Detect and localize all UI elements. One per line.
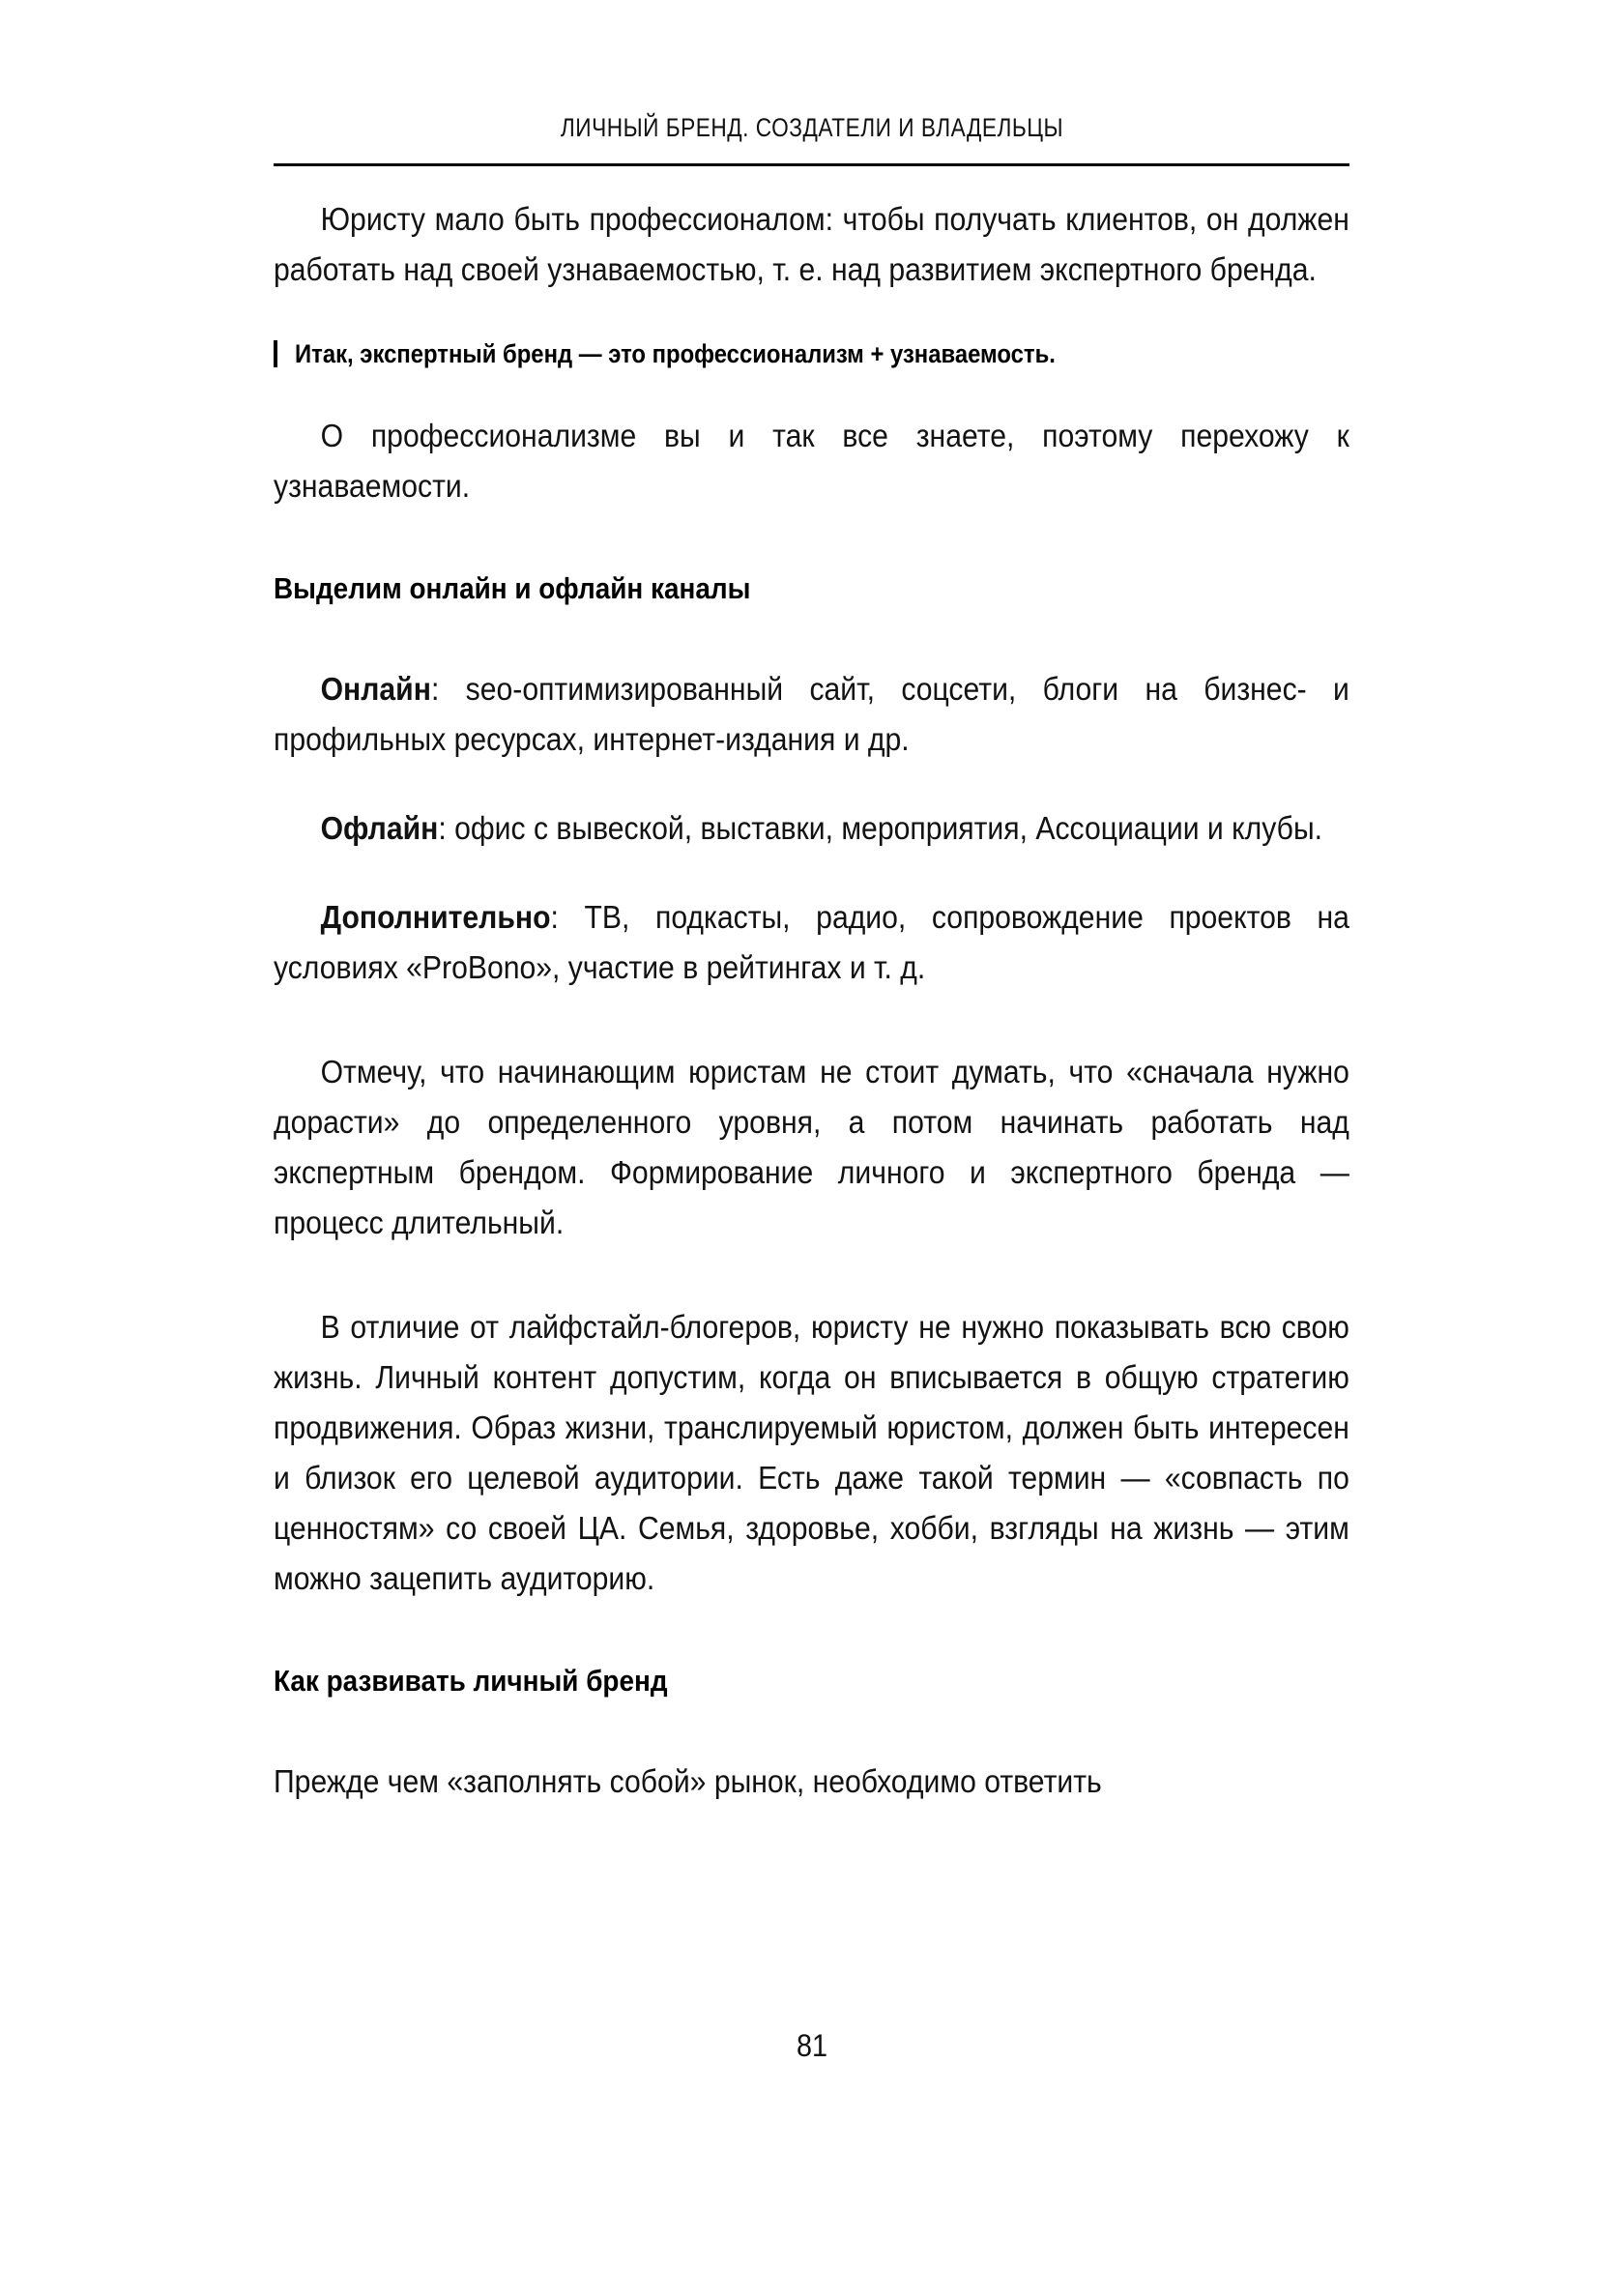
spacer — [274, 1605, 1349, 1659]
spacer — [274, 766, 1349, 804]
additional-text: : ТВ, подкасты, радио, сопровождение проектов на условиях «ProBono», участие в рейтингах и т. д. — [274, 900, 1349, 986]
spacer — [274, 994, 1349, 1048]
callout-block — [274, 334, 1349, 373]
online-label: Онлайн — [320, 672, 431, 708]
offline-label: Офлайн — [320, 811, 439, 847]
header-divider-rule — [274, 163, 1349, 166]
offline-text: : офис с вывеской, выставки, мероприятия, Ассоциации и клубы. — [438, 811, 1323, 847]
paragraph-lifestyle: В отличие от лайфстайл-блогеров, юристу не нужно показывать всю свою жизнь. Личный контент допустим, когда он вписывается в общую стратегию продвижения. Образ жизни, транслируемый юристом, должен быть интересен и близок его целевой аудитории. Есть даже такой термин — «совпасть по ценностям» со своей ЦА. Семья, здоровье, хобби, взгляды на жизнь — этим можно зацепить аудиторию. — [274, 1310, 1349, 1597]
section-heading-develop: Как развивать личный бренд — [274, 1664, 668, 1698]
page-number: 81 — [796, 2028, 828, 2063]
paragraph-online — [274, 665, 1349, 766]
paragraph-intro: Юристу мало быть профессионалом: чтобы получать клиентов, он должен работать над своей узнаваемостью, т. е. над развитием экспертного бренда. — [274, 202, 1349, 288]
additional-label: Дополнительно — [320, 900, 551, 936]
paragraph-market: Прежде чем «заполнять собой» рынок, необходимо ответить — [274, 1764, 1102, 1800]
spacer — [274, 296, 1349, 334]
running-head-container — [280, 114, 1344, 143]
online-text: : seo-оптимизированный сайт, соцсети, блоги на бизнес- и профильных ресурсах, интернет-издания и др. — [274, 672, 1349, 758]
paragraph-offline — [274, 804, 1349, 855]
paragraph-professionalism: О профессионализме вы и так все знаете, поэтому перехожу к узнаваемости. — [274, 419, 1349, 505]
spacer — [274, 512, 1349, 566]
section-heading-channels: Выделим онлайн и офлайн каналы — [274, 571, 751, 605]
spacer — [274, 1249, 1349, 1303]
paragraph-additional — [274, 893, 1349, 994]
spacer — [274, 611, 1349, 665]
spacer — [274, 373, 1349, 412]
running-head: ЛИЧНЫЙ БРЕНД. СОЗДАТЕЛИ И ВЛАДЕЛЬЦЫ — [560, 113, 1064, 142]
text-column — [274, 195, 1349, 1808]
vertical-rule-icon — [274, 340, 277, 367]
paragraph-beginners: Отмечу, что начинающим юристам не стоит думать, что «сначала нужно дорасти» до определенного уровня, а потом начинать работать над экспертным брендом. Формирование личного и экспертного бренда — процесс длительный. — [274, 1055, 1349, 1241]
spacer — [274, 855, 1349, 893]
spacer — [274, 1703, 1349, 1758]
callout-text: Итак, экспертный бренд — это профессионализм + узнаваемость. — [295, 339, 1056, 368]
